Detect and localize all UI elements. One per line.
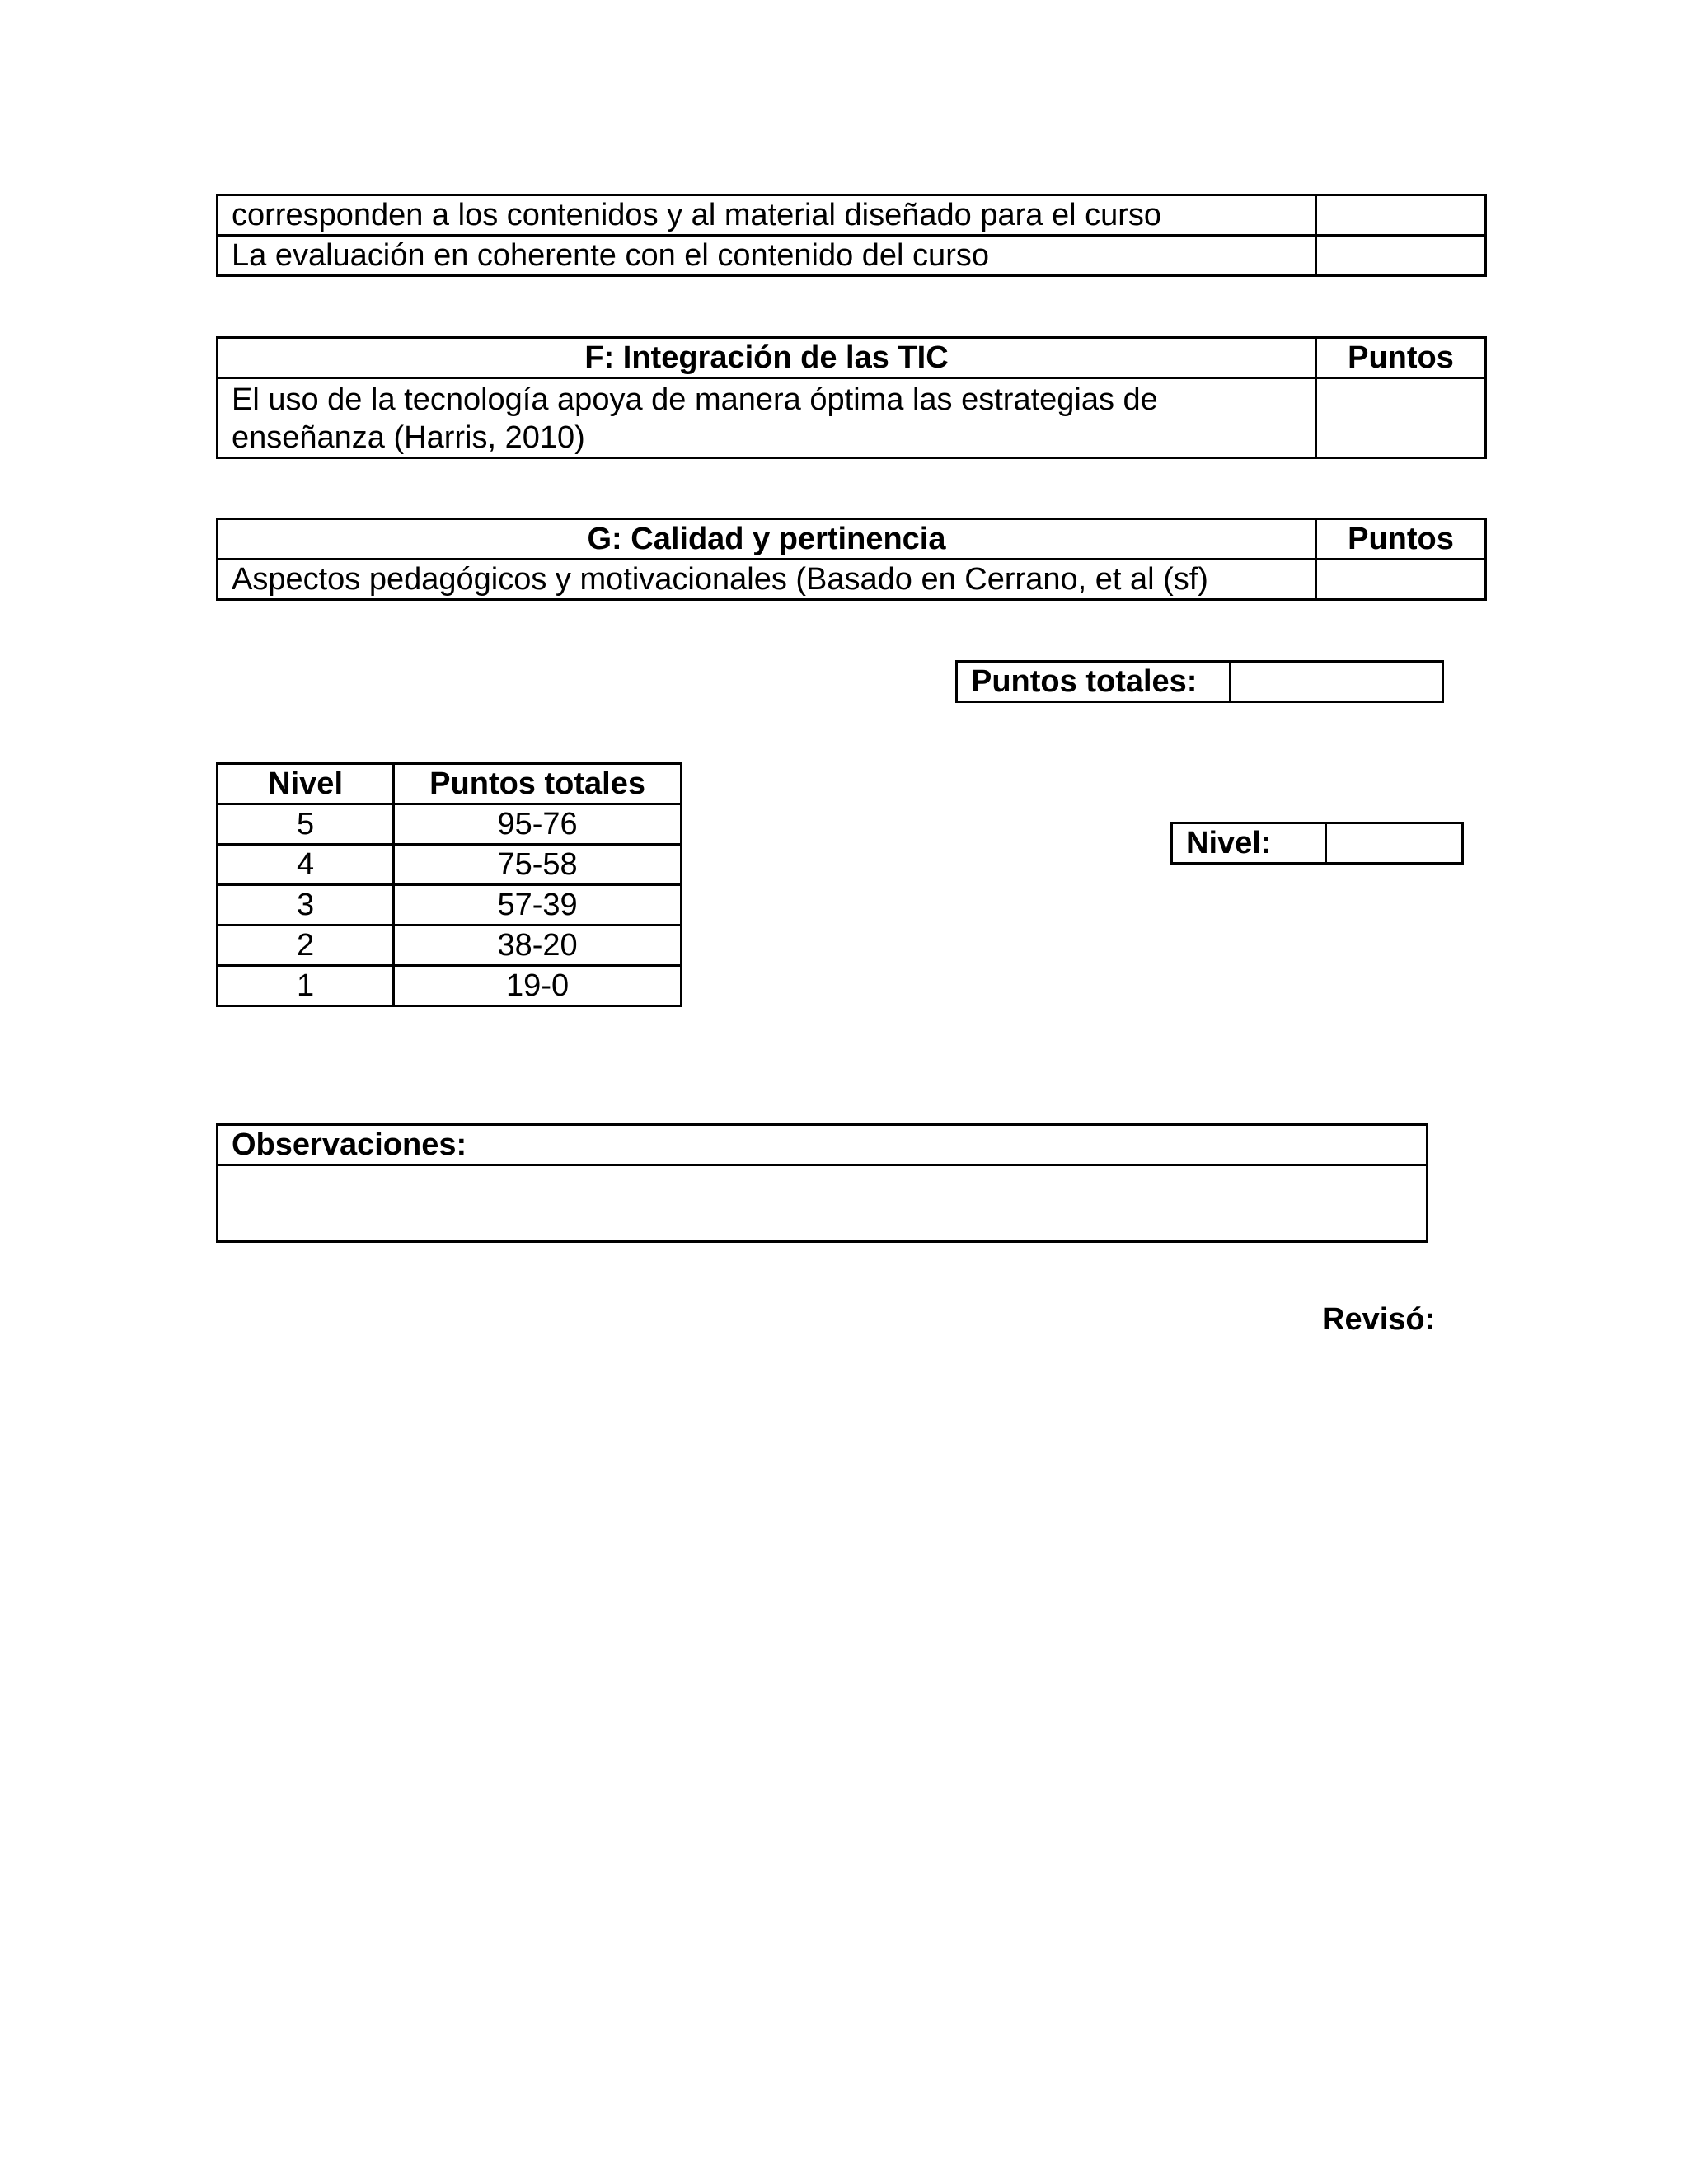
level-cell: 1 (218, 966, 394, 1006)
level-cell: 5 (218, 804, 394, 845)
table-row (218, 966, 682, 1006)
level-cell: 2 (218, 926, 394, 966)
points-input-cell[interactable] (1316, 378, 1486, 458)
table-row (1172, 823, 1463, 864)
points-header: Puntos (1316, 519, 1486, 560)
table-header-row (218, 519, 1486, 560)
level-value[interactable] (1326, 823, 1463, 864)
points-input-cell[interactable] (1316, 236, 1486, 276)
criterion-cell: corresponden a los contenidos y al material diseñado para el curso (218, 195, 1316, 236)
table-row (218, 195, 1486, 236)
criterion-cell: Aspectos pedagógicos y motivacionales (Basado en Cerrano, et al (sf) (218, 560, 1316, 600)
observations-table (216, 1123, 1428, 1243)
reviewed-label: Revisó: (1322, 1302, 1436, 1337)
section-f-table (216, 336, 1487, 459)
table-row (957, 662, 1443, 702)
table-row (218, 804, 682, 845)
table-row (218, 926, 682, 966)
table-row (218, 845, 682, 885)
range-cell: 19-0 (394, 966, 682, 1006)
section-g-title: G: Calidad y pertinencia (218, 519, 1316, 560)
table-header-row (218, 1125, 1428, 1165)
points-input-cell[interactable] (1316, 195, 1486, 236)
section-e-table (216, 194, 1487, 277)
levels-table (216, 762, 682, 1007)
table-row (218, 236, 1486, 276)
total-points-label: Puntos totales: (957, 662, 1231, 702)
section-g-table (216, 518, 1487, 601)
table-row (218, 560, 1486, 600)
table-row (218, 885, 682, 926)
criterion-cell: El uso de la tecnología apoya de manera óptima las estrategias de enseñanza (Harris, 2010) (218, 378, 1316, 458)
level-label: Nivel: (1172, 823, 1326, 864)
range-cell: 95-76 (394, 804, 682, 845)
section-f-title: F: Integración de las TIC (218, 338, 1316, 378)
observations-field[interactable] (218, 1165, 1428, 1242)
points-input-cell[interactable] (1316, 560, 1486, 600)
observations-label: Observaciones: (218, 1125, 1428, 1165)
level-header: Nivel (218, 764, 394, 804)
level-cell: 4 (218, 845, 394, 885)
total-points-value[interactable] (1231, 662, 1443, 702)
range-cell: 75-58 (394, 845, 682, 885)
table-header-row (218, 764, 682, 804)
range-cell: 38-20 (394, 926, 682, 966)
level-cell: 3 (218, 885, 394, 926)
criterion-cell: La evaluación en coherente con el contenido del curso (218, 236, 1316, 276)
table-row (218, 378, 1486, 458)
total-points-box (955, 660, 1444, 703)
level-box (1170, 822, 1464, 865)
table-header-row (218, 338, 1486, 378)
range-cell: 57-39 (394, 885, 682, 926)
points-header: Puntos (1316, 338, 1486, 378)
points-range-header: Puntos totales (394, 764, 682, 804)
table-row (218, 1165, 1428, 1242)
